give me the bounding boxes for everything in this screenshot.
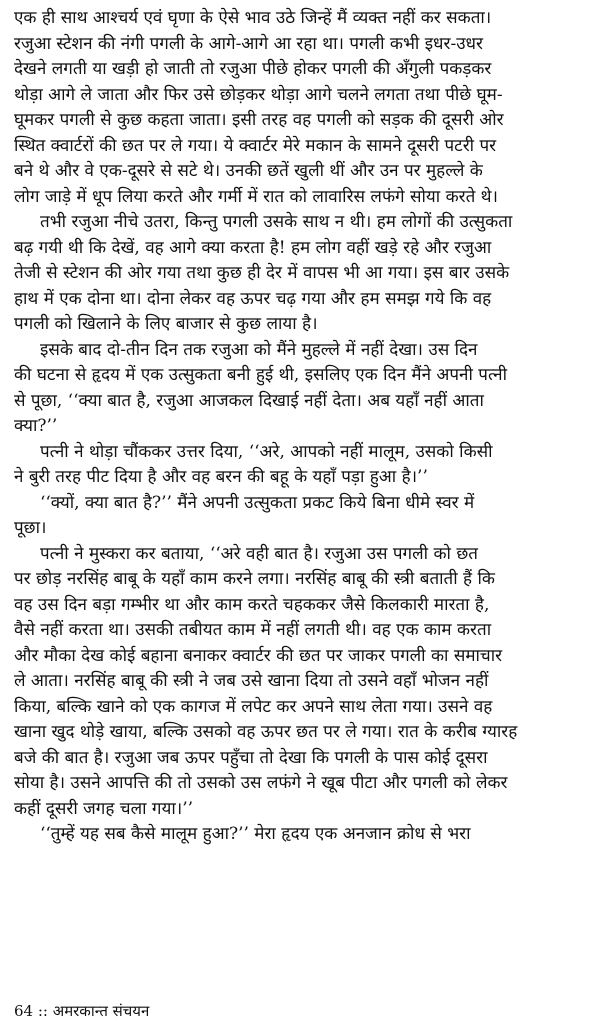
text-line: पगली को खिलाने के लिए बाजार से कुछ लाया है। — [14, 314, 318, 334]
page-body-text — [14, 6, 586, 848]
text-line: बने थे और वे एक-दूसरे से सटे थे। उनकी छतें खुली थीं और उन पर मुहल्ले के — [14, 161, 483, 181]
text-line: किया, बल्कि खाने को एक कागज में लपेट कर अपने साथ लेता गया। उसने वह — [14, 696, 493, 717]
text-line: पत्नी ने थोड़ा चौंककर उत्तर दिया, ‘‘अरे, आपको नहीं मालूम, उसको किसी — [40, 441, 493, 462]
text-line: इसके बाद दो-तीन दिन तक रजुआ को मैंने मुहल्ले में नहीं देखा। उस दिन — [40, 339, 478, 360]
text-line: देखने लगती या खड़ी हो जाती तो रजुआ पीछे होकर पगली की अँगुली पकड़कर — [14, 59, 492, 79]
text-line: क्या?’’ — [14, 416, 58, 436]
text-line: स्थित क्वार्टरों की छत पर ले गया। ये क्वार्टर मेरे मकान के सामने दूसरी पटरी पर — [14, 135, 497, 156]
text-line: सोया है। उसने आपत्ति की तो उसको उस लफंगे ने खूब पीटा और पगली को लेकर — [14, 773, 508, 793]
text-line: हाथ में एक दोना था। दोना लेकर वह ऊपर चढ़ गया और हम समझ गये कि वह — [14, 288, 492, 309]
text-line: थोड़ा आगे ले जाता और फिर उसे छोड़कर थोड़ा आगे चलने लगता तथा पीछे घूम- — [14, 84, 503, 105]
text-line: ‘‘क्यों, क्या बात है?’’ मैंने अपनी उत्सुकता प्रकट किये बिना धीमे स्वर में — [40, 492, 475, 513]
text-line: एक ही साथ आश्चर्य एवं घृणा के ऐसे भाव उठे जिन्हें मैं व्यक्त नहीं कर सकता। — [14, 8, 492, 28]
text-line: से पूछा, ‘‘क्या बात है, रजुआ आजकल दिखाई नहीं देता। अब यहाँ नहीं आता — [14, 390, 484, 411]
text-line: बढ़ गयी थी कि देखें, वह आगे क्या करता है! हम लोग वहीं खड़े रहे और रजुआ — [14, 237, 492, 258]
text-line: लोग जाड़े में धूप लिया करते और गर्मी में रात को लावारिस लफंगे सोया करते थे। — [14, 186, 498, 207]
text-line: की घटना से हृदय में एक उत्सुकता बनी हुई थी, इसलिए एक दिन मैंने अपनी पत्नी — [14, 365, 508, 385]
text-line: वैसे नहीं करता था। उसकी तबीयत काम में नहीं लगती थी। वह एक काम करता — [14, 620, 492, 640]
text-line: तेजी से स्टेशन की ओर गया तथा कुछ ही देर में वापस भी आ गया। इस बार उसके — [14, 263, 510, 283]
text-line: पर छोड़ नरसिंह बाबू के यहाँ काम करने लगा। नरसिंह बाबू की स्त्री बताती हैं कि — [14, 569, 495, 589]
text-line: पत्नी ने मुस्करा कर बताया, ‘‘अरे वही बात है। रजुआ उस पगली को छत — [40, 543, 478, 564]
text-line: वह उस दिन बड़ा गम्भीर था और काम करते चहककर जैसे किलकारी मारता है, — [14, 594, 490, 615]
text-line: ने बुरी तरह पीट दिया है और वह बरन की बहू के यहाँ पड़ा हुआ है।’’ — [14, 467, 428, 487]
text-line: रजुआ स्टेशन की नंगी पगली के आगे-आगे आ रहा था। पगली कभी इधर-उधर — [14, 33, 483, 54]
page-footer: 64 :: अमरकान्त संचयन — [14, 1002, 150, 1020]
text-line: पूछा। — [14, 518, 47, 538]
text-line: खाना खुद थोड़े खाया, बल्कि उसको वह ऊपर छत पर ले गया। रात के करीब ग्यारह — [14, 722, 518, 742]
text-line: ले आता। नरसिंह बाबू की स्त्री ने जब उसे खाना दिया तो उसने वहाँ भोजन नहीं — [14, 671, 489, 691]
text-line: और मौका देख कोई बहाना बनाकर क्वार्टर की छत पर जाकर पगली का समाचार — [14, 645, 503, 666]
text-line: घूमकर पगली से कुछ कहता जाता। इसी तरह वह पगली को सड़क की दूसरी ओर — [14, 110, 504, 130]
text-line: कहीं दूसरी जगह चला गया।’’ — [14, 798, 193, 819]
text-line: तभी रजुआ नीचे उतरा, किन्तु पगली उसके साथ न थी। हम लोगों की उत्सुकता — [40, 212, 513, 232]
text-line: बजे की बात है। रजुआ जब ऊपर पहुँचा तो देखा कि पगली के पास कोई दूसरा — [14, 747, 488, 768]
text-line: ‘‘तुम्हें यह सब कैसे मालूम हुआ?’’ मेरा हृदय एक अनजान क्रोध से भरा — [40, 824, 471, 844]
